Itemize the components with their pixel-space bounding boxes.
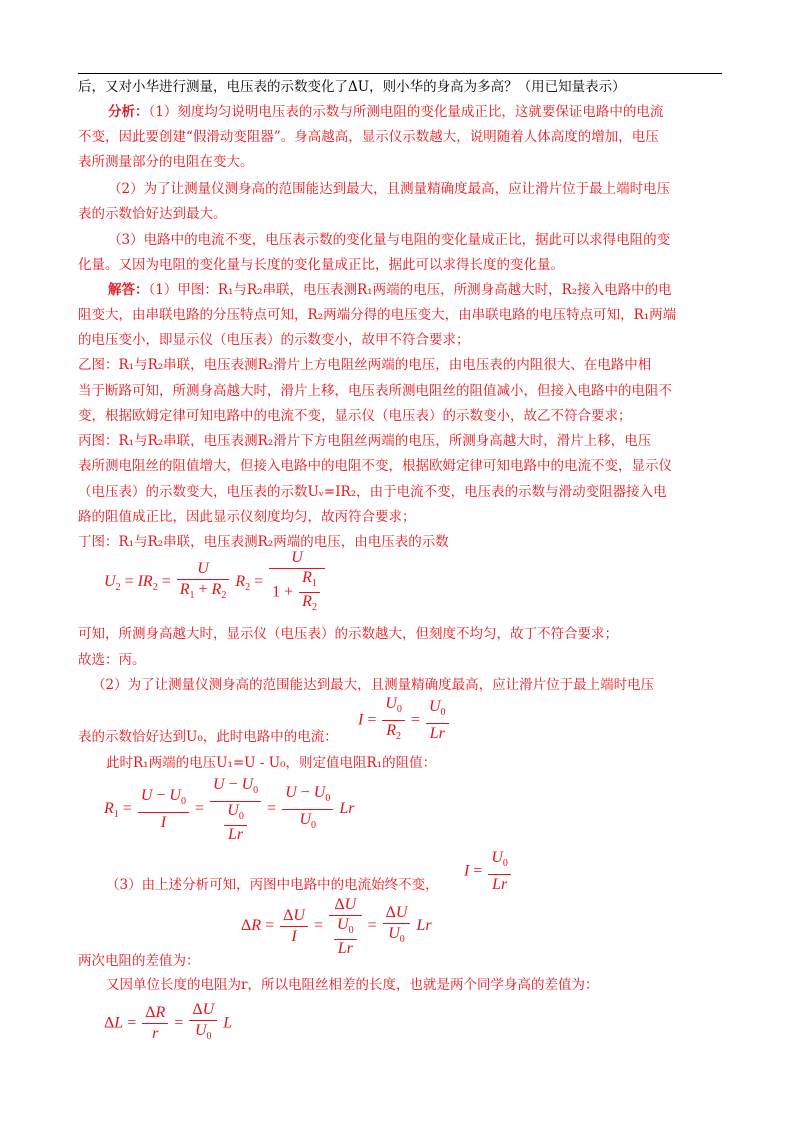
analysis-line-2: 不变，因此要创建“假滑动变阻器”。身高越高，显示仪示数越大，说明随着人体高度的增加，电压 (78, 129, 659, 145)
equation-delta-l: ΔL = $\frac{\Delta R}{r}$ = $\frac{\Delta U}{U_0}$ L (104, 1001, 233, 1043)
analysis-line-7: 化量。又因为电阻的变化量与长度的变化量成正比，据此可以求得长度的变化量。 (78, 257, 564, 273)
solution-line-12: 可知，所测身高越大时，显示仪（电压表）的示数越大，但刻度不均匀，故丁不符合要求； (78, 626, 618, 642)
solution-line-5: 当于断路可知，所测身高越大时，滑片上移，电压表所测电阻丝的阻值减小，但接入电路中的电阻不 (78, 383, 672, 399)
equation-u2: $U_2 = IR_2$ = $\frac{U}{R_1 + R_2}$ $R_2$ = U 1 + $\frac{R_1}{R_2}$ (104, 548, 327, 616)
solution-line-7: 丙图：R₁与R₂串联，电压表测R₂滑片下方电阻丝两端的电压，所测身高越大时，滑片上移，电压 (78, 433, 652, 449)
analysis-line-1 (108, 103, 663, 121)
solution-line-9: （电压表）的示数变大，电压表的示数Uᵥ=IR₂，由于电流不变，电压表的示数与滑动变阻器接入电 (78, 484, 667, 500)
solution-line-11: 丁图：R₁与R₂串联，电压表测R₂两端的电压，由电压表的示数 (78, 534, 449, 550)
solution-line-15: 表的示数恰好达到U₀，此时电路中的电流： (78, 729, 338, 745)
equation-current-constant: I = $\frac{U_0}{Lr}$ (464, 848, 513, 895)
solution-label: 解答： (108, 282, 149, 298)
solution-line-17: （3）由上述分析可知，丙图中电路中的电流始终不变， (106, 877, 439, 893)
solution-line-4: 乙图：R₁与R₂串联，电压表测R₂滑片上方电阻丝两端的电压，由电压表的内阻很大、在电路中相 (78, 357, 652, 373)
solution-line-6: 变，根据欧姆定律可知电路中的电流不变，显示仪（电压表）的示数变小，故乙不符合要求； (78, 408, 632, 424)
analysis-label: 分析： (108, 104, 149, 120)
solution-line-8: 表所测电阻丝的阻值增大，但接入电路中的电阻不变，根据欧姆定律可知电路中的电流不变，显示仪 (78, 458, 672, 474)
solution-line-3: 的电压变小，即显示仪（电压表）的示数变小，故甲不符合要求； (78, 332, 470, 348)
solution-line-16: 此时R₁两端的电压U₁=U - U₀，则定值电阻R₁的阻值： (106, 755, 437, 771)
equation-delta-r: ΔR = $\frac{\Delta U}{I}$ = $\frac{\Delta U}{\frac{U_0}{Lr}}$ = $\frac{\Delta U}{U_0}$ Lr (241, 896, 432, 958)
solution-line-13: 故选：丙。 (78, 652, 146, 668)
analysis-line-3: 表所测量部分的电阻在变大。 (78, 154, 254, 170)
header-rule (78, 73, 722, 74)
analysis-text-1: （1）刻度均匀说明电压表的示数与所测电阻的变化量成正比，这就要保证电路中的电流 (148, 104, 664, 120)
question-line: 后，又对小华进行测量，电压表的示数变化了ΔU，则小华的身高为多高？（用已知量表示） (78, 79, 626, 95)
analysis-line-6: （3）电路中的电流不变，电压表示数的变化量与电阻的变化量成正比，据此可以求得电阻的变 (108, 232, 671, 248)
equation-current: I = $\frac{U_0}{R_2}$ = $\frac{U_0}{Lr}$ (358, 694, 451, 747)
analysis-line-4: （2）为了让测量仪测身高的范围能达到最大，且测量精确度最高，应让滑片位于最上端时电压 (108, 181, 671, 197)
solution-line-14: （2）为了让测量仪测身高的范围能达到最大，且测量精确度最高，应让滑片位于最上端时电压 (92, 677, 655, 693)
equation-r1: $R_1$ = $\frac{U - U_0}{I}$ = $\frac{U - U_0}{\frac{U_0}{Lr}}$ = $\frac{U - U_0}{U_0}$ Lr (104, 776, 355, 844)
solution-text-1: （1）甲图：R₁与R₂串联，电压表测R₁两端的电压，所测身高越大时，R₂接入电路中的电 (148, 282, 672, 298)
solution-line-18: 两次电阻的差值为： (78, 953, 200, 969)
solution-line-2: 阻变大，由串联电路的分压特点可知，R₂两端分得的电压变大，由串联电路的电压特点可知，R₁两端 (78, 307, 677, 323)
solution-line-19: 又因单位长度的电阻为r，所以电阻丝相差的长度，也就是两个同学身高的差值为： (106, 977, 599, 993)
solution-line-10: 路的阻值成正比，因此显示仪刻度均匀，故丙符合要求； (78, 509, 416, 525)
solution-line-1 (108, 281, 672, 299)
analysis-line-5: 表的示数恰好达到最大。 (78, 206, 227, 222)
